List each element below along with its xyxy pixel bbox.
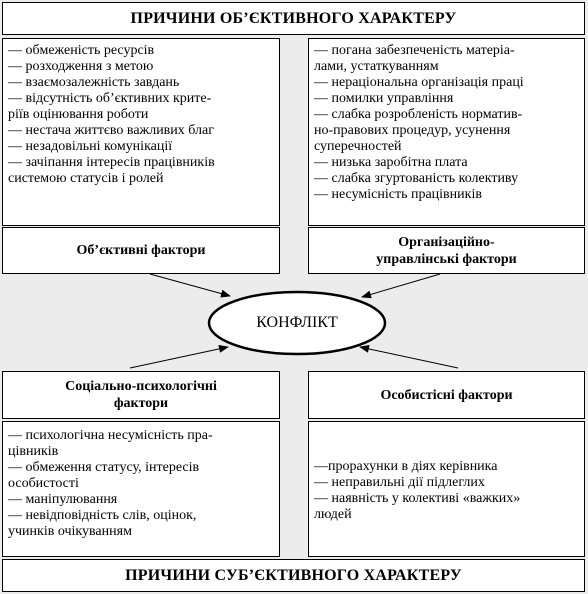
list-item: — слабка згуртованість колективу (314, 171, 519, 186)
list-item: — нераціональна організація праці (314, 75, 524, 90)
list-item: — незадовільні комунікації (8, 139, 173, 154)
organizational-factors-title: Організаційно- управлінські фактори (376, 234, 517, 267)
list-item: — погана забезпеченість матеріа- лами, устаткуванням (314, 43, 515, 74)
list-item: — наявність у колективі «важких» людей (314, 491, 521, 522)
personal-factors-title: Особистісні фактори (380, 387, 513, 403)
list-item: —прорахунки в діях керівника (314, 459, 498, 474)
list-item: — обмеженість ресурсів (8, 43, 155, 58)
list-item: — нестача життєво важливих благ (8, 123, 215, 138)
list-item: — помилки управління (314, 91, 454, 106)
list-item: — слабка розробленість норматив- но-правових процедур, усунення суперечностей (314, 107, 523, 154)
socio-psychological-factors-title: Соціально-психологічні фактори (65, 379, 217, 411)
list-item: — низька заробітна плата (314, 155, 468, 170)
objective-causes-banner-text: ПРИЧИНИ ОБ’ЄКТИВНОГО ХАРАКТЕРУ (130, 9, 457, 27)
list-item: — взаємозалежність завдань (8, 75, 180, 90)
conflict-label: КОНФЛІКТ (256, 314, 338, 331)
list-item: — маніпулювання (8, 492, 118, 507)
list-item: — відсутність об’єктивних крите- ріїв оцінювання роботи (8, 91, 212, 122)
list-item: — розходження з метою (8, 59, 154, 74)
subjective-causes-banner-text: ПРИЧИНИ СУБ’ЄКТИВНОГО ХАРАКТЕРУ (125, 566, 462, 584)
list-item: — обмеження статусу, інтересів особистості (8, 460, 200, 491)
list-item: — невідповідність слів, оцінок, учинків очікуванням (8, 508, 197, 539)
objective-factors-title: Об’єктивні фактори (76, 243, 206, 258)
list-item: — психологічна несумісність пра- цівників (8, 428, 213, 459)
list-item: — зачіпання інтересів працівників системою статусів і ролей (8, 155, 215, 186)
list-item: — неправильні дії підлеглих (314, 475, 485, 490)
list-item: — несумісність працівників (314, 187, 482, 202)
